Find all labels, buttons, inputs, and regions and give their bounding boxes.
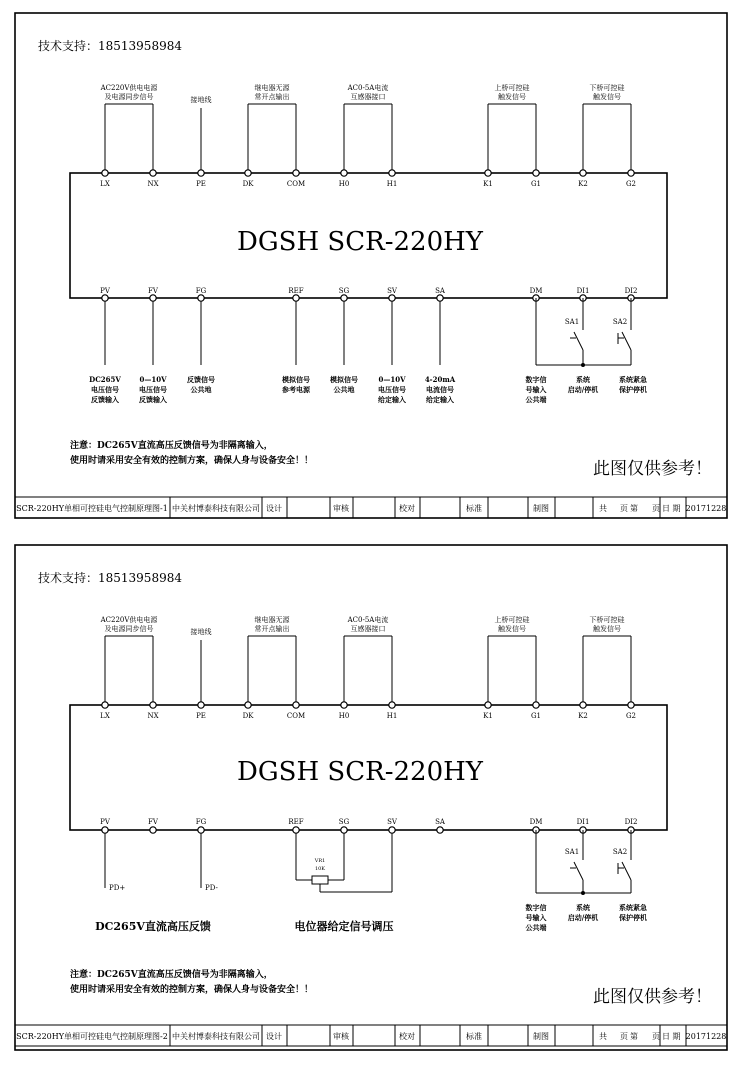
standard-label: 标准 <box>466 1032 482 1041</box>
pin-label: FG <box>195 818 207 826</box>
pin-label: LX <box>100 180 110 188</box>
label: 模拟信号 <box>282 375 310 384</box>
label: 系统紧急 <box>619 903 647 912</box>
sheet-no-label: 第 <box>630 504 638 513</box>
group-label-relay: 继电器无源 <box>254 616 290 624</box>
terminal-dk <box>245 170 251 176</box>
terminal-k1 <box>485 170 491 176</box>
pin-label: DM <box>529 818 543 826</box>
terminal-com <box>293 170 299 176</box>
label: 系统 <box>576 903 590 912</box>
label: 参考电源 <box>282 385 310 394</box>
draw-label: 制图 <box>533 504 549 513</box>
terminal-g1 <box>533 702 539 708</box>
label: 电压信号 <box>139 385 167 394</box>
pin-label: SA <box>435 818 445 826</box>
bottom-labels <box>525 903 648 932</box>
group-label-ct-2: 互感器接口 <box>350 93 386 101</box>
pin-label: G2 <box>625 180 637 188</box>
terminal-fv <box>150 295 156 301</box>
terminal-g2 <box>628 702 634 708</box>
label: 保护停机 <box>619 913 647 922</box>
pin-label: H0 <box>338 712 350 720</box>
pin-label: DK <box>242 180 254 188</box>
terminal-lx <box>102 702 108 708</box>
label: 系统 <box>576 375 590 384</box>
label: 反馈信号 <box>187 375 215 384</box>
switch-label-sa2: SA2 <box>612 848 628 856</box>
terminal-lx <box>102 170 108 176</box>
date-value: 20171228 <box>685 1032 727 1041</box>
terminal-sa <box>437 827 443 833</box>
model-title: DGSH SCR-220HY <box>237 227 483 257</box>
pin-label: H0 <box>338 180 350 188</box>
sheet-1 <box>15 13 727 518</box>
terminal-h0 <box>341 170 347 176</box>
terminal-k2 <box>580 702 586 708</box>
page-label-2: 页 <box>652 1032 660 1041</box>
terminal-ref <box>293 827 299 833</box>
group-label-power-2: 及电源同步信号 <box>104 625 154 633</box>
pin-label: G2 <box>625 712 637 720</box>
group-label-ct: AC0-5A电流 <box>347 84 389 92</box>
label: 反馈输入 <box>91 395 119 404</box>
group-label-lower-scr: 下桥可控硅 <box>589 84 625 92</box>
group-label-lower-scr-2: 触发信号 <box>593 93 621 101</box>
pin-label: DI2 <box>624 287 638 295</box>
label: 0—10V <box>378 375 406 384</box>
label: DC265V <box>89 375 121 384</box>
safety-note-1: 注意：DC265V直流高压反馈信号为非隔离输入， <box>70 441 273 451</box>
page-label: 页 <box>620 1032 628 1041</box>
terminal-sg <box>341 827 347 833</box>
pin-label: REF <box>288 818 304 826</box>
pin-label: DK <box>242 712 254 720</box>
junction-dot <box>581 891 585 895</box>
label: 给定输入 <box>426 395 454 404</box>
standard-label: 标准 <box>466 504 482 513</box>
terminal-sv <box>389 827 395 833</box>
reference-note: 此图仅供参考！ <box>593 987 712 1007</box>
pin-label: FG <box>195 287 207 295</box>
group-label-upper-scr-2: 触发信号 <box>498 93 526 101</box>
group-label-relay: 继电器无源 <box>254 84 290 92</box>
label: 给定输入 <box>378 395 406 404</box>
terminal-pv <box>102 295 108 301</box>
group-label-ct-2: 互感器接口 <box>350 625 386 633</box>
pot-caption: 电位器给定信号调压 <box>294 920 394 933</box>
pin-label: PV <box>100 818 110 826</box>
bottom-labels <box>89 375 648 404</box>
title-block <box>15 497 727 518</box>
label: 公共地 <box>333 385 355 394</box>
pin-label: PV <box>100 287 110 295</box>
pin-label: H1 <box>386 712 398 720</box>
date-label: 日 期 <box>662 504 681 513</box>
pin-label: DM <box>529 287 543 295</box>
total-label: 共 <box>599 504 607 513</box>
group-label-ct: AC0-5A电流 <box>347 616 389 624</box>
pd-plus-label: PD+ <box>109 884 126 892</box>
review-label: 审核 <box>333 504 349 513</box>
label: 公共端 <box>525 923 547 932</box>
label: 电压信号 <box>91 385 119 394</box>
terminal-h1 <box>389 702 395 708</box>
group-label-lower-scr-2: 触发信号 <box>593 625 621 633</box>
terminal-nx <box>150 702 156 708</box>
terminal-h1 <box>389 170 395 176</box>
pin-label: G1 <box>530 712 542 720</box>
model-title: DGSH SCR-220HY <box>237 757 483 787</box>
pin-label: DI1 <box>576 818 590 826</box>
pin-label: NX <box>147 180 159 188</box>
date-value: 20171228 <box>685 504 727 513</box>
switch-circuit <box>536 830 631 893</box>
group-label-relay-2: 常开点输出 <box>254 93 290 101</box>
total-label: 共 <box>599 1032 607 1041</box>
label: 电流信号 <box>426 385 454 394</box>
group-label-power: AC220V供电电源 <box>100 616 158 624</box>
label: 数字信 <box>525 903 547 912</box>
group-label-upper-scr: 上桥可控硅 <box>494 84 530 92</box>
pin-label: SV <box>387 287 397 295</box>
pin-label: NX <box>147 712 159 720</box>
label: 系统紧急 <box>619 375 647 384</box>
check-label: 校对 <box>399 1032 415 1041</box>
terminal-ref <box>293 295 299 301</box>
page-label: 页 <box>620 504 628 513</box>
terminal-h0 <box>341 702 347 708</box>
pin-label: SG <box>338 818 350 826</box>
switch-label-sa1: SA1 <box>564 318 580 326</box>
pin-label: SV <box>387 818 397 826</box>
junction-dot <box>581 363 585 367</box>
group-label-ground: 接地线 <box>190 96 212 104</box>
group-label-ground: 接地线 <box>190 628 212 636</box>
pot-value: 10K <box>314 866 326 872</box>
terminal-pv <box>102 827 108 833</box>
pin-label: FV <box>148 818 158 826</box>
terminal-dk <box>245 702 251 708</box>
pin-label: DI2 <box>624 818 638 826</box>
feedback-caption: DC265V直流高压反馈 <box>95 920 211 933</box>
review-label: 审核 <box>333 1032 349 1041</box>
group-label-upper-scr: 上桥可控硅 <box>494 616 530 624</box>
switch-circuit <box>536 298 631 365</box>
drawing-title: SCR-220HY单相可控硅电气控制原理图-2 <box>16 1032 168 1041</box>
terminal-k1 <box>485 702 491 708</box>
support-text: 技术支持：18513958984 <box>38 39 182 53</box>
reference-note: 此图仅供参考！ <box>593 459 712 479</box>
terminal-sg <box>341 295 347 301</box>
group-label-power-2: 及电源同步信号 <box>104 93 154 101</box>
safety-note-1: 注意：DC265V直流高压反馈信号为非隔离输入， <box>70 970 273 980</box>
label: 模拟信号 <box>330 375 358 384</box>
top-group-labels <box>100 615 625 636</box>
pin-label: DI1 <box>576 287 590 295</box>
terminal-fg <box>198 827 204 833</box>
pd-minus-label: PD- <box>205 884 218 892</box>
group-label-lower-scr: 下桥可控硅 <box>589 616 625 624</box>
label: 号输入 <box>525 385 547 394</box>
pin-label: K2 <box>578 712 588 720</box>
page-label-2: 页 <box>652 504 660 513</box>
pin-label: SG <box>338 287 350 295</box>
pin-label: COM <box>286 712 306 720</box>
pin-label: K1 <box>483 180 493 188</box>
design-label: 设计 <box>266 504 282 513</box>
label: 4-20mA <box>424 375 456 384</box>
pin-label: K2 <box>578 180 588 188</box>
bottom-terminals <box>100 818 637 892</box>
label: 启动/停机 <box>567 385 599 394</box>
drawing-title: SCR-220HY单相可控硅电气控制原理图-1 <box>16 504 168 513</box>
top-wires <box>105 104 631 173</box>
group-label-relay-2: 常开点输出 <box>254 625 290 633</box>
terminal-sv <box>389 295 395 301</box>
terminal-pe <box>198 702 204 708</box>
terminal-k2 <box>580 170 586 176</box>
pin-label: PE <box>196 180 206 188</box>
label: 公共端 <box>525 395 547 404</box>
label: 数字信 <box>525 375 547 384</box>
terminal-g1 <box>533 170 539 176</box>
label: 公共地 <box>190 385 212 394</box>
pin-label: PE <box>196 712 206 720</box>
pin-label: K1 <box>483 712 493 720</box>
label: 号输入 <box>525 913 547 922</box>
label: 0—10V <box>139 375 167 384</box>
label: 保护停机 <box>619 385 647 394</box>
pin-label: G1 <box>530 180 542 188</box>
pin-label: REF <box>288 287 304 295</box>
pin-label: LX <box>100 712 110 720</box>
company-name: 中关村博泰科技有限公司 <box>172 504 260 513</box>
switch-label-sa2: SA2 <box>612 318 628 326</box>
label: 启动/停机 <box>567 913 599 922</box>
support-text: 技术支持：18513958984 <box>38 571 182 585</box>
terminal-com <box>293 702 299 708</box>
pin-label: COM <box>286 180 306 188</box>
sheet-2 <box>15 545 727 1050</box>
sheet-no-label: 第 <box>630 1032 638 1041</box>
top-group-labels <box>100 83 625 104</box>
company-name: 中关村博泰科技有限公司 <box>172 1032 260 1041</box>
terminal-sa <box>437 295 443 301</box>
safety-note-2: 使用时请采用安全有效的控制方案，确保人身与设备安全！！ <box>70 456 314 466</box>
group-label-power: AC220V供电电源 <box>100 84 158 92</box>
label: 电压信号 <box>378 385 406 394</box>
terminal-fv <box>150 827 156 833</box>
label: 反馈输入 <box>139 395 167 404</box>
terminal-nx <box>150 170 156 176</box>
terminal-g2 <box>628 170 634 176</box>
pin-label: FV <box>148 287 158 295</box>
switch-label-sa1: SA1 <box>564 848 580 856</box>
pin-label: H1 <box>386 180 398 188</box>
terminal-fg <box>198 295 204 301</box>
date-label: 日 期 <box>662 1032 681 1041</box>
terminal-pe <box>198 170 204 176</box>
design-label: 设计 <box>266 1032 282 1041</box>
pin-label: SA <box>435 287 445 295</box>
group-label-upper-scr-2: 触发信号 <box>498 625 526 633</box>
check-label: 校对 <box>399 504 415 513</box>
safety-note-2: 使用时请采用安全有效的控制方案，确保人身与设备安全！！ <box>70 985 314 995</box>
top-wires <box>105 636 631 705</box>
draw-label: 制图 <box>533 1032 549 1041</box>
title-block <box>15 1025 727 1046</box>
pot-label: VR1 <box>314 858 326 864</box>
